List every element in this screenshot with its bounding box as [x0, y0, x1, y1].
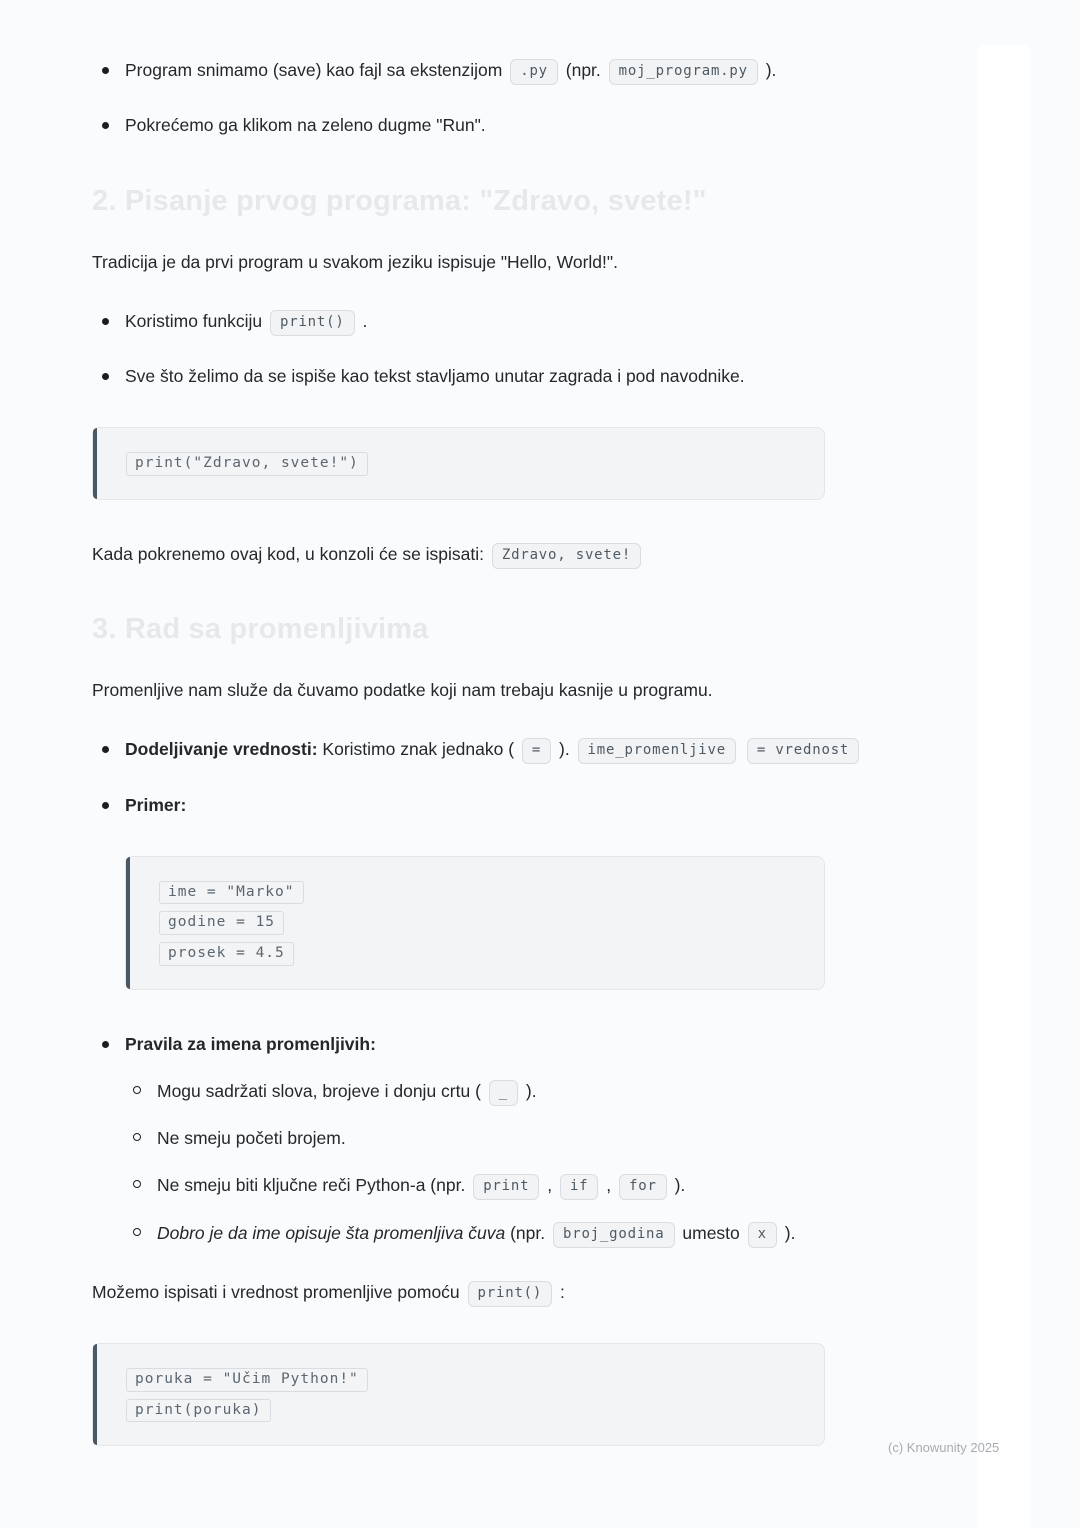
inline-code: _ [489, 1080, 518, 1106]
text-run: Program snimamo (save) kao fajl sa ekstenzijom [125, 60, 508, 80]
code-block [92, 1343, 825, 1446]
text-run: Pokrećemo ga klikom na zeleno dugme "Run". [125, 115, 486, 136]
text-run: ). [669, 1175, 686, 1196]
text-run: Dobro je da ime opisuje šta promenljiva čuva [157, 1222, 506, 1243]
text-run: . [357, 310, 368, 331]
bullet-list [92, 54, 930, 143]
text-run: (npr. [560, 60, 606, 80]
text-run: , [542, 1175, 557, 1196]
text-run [739, 739, 744, 759]
inline-code: = [522, 738, 551, 764]
text-run: Dodeljivanje vrednosti: [125, 739, 318, 760]
text-run: Kada pokrenemo ovaj kod, u konzoli će se ispisati: [92, 543, 489, 564]
inline-code: = vrednost [747, 738, 859, 764]
text-run: Ne smeju početi brojem. [157, 1128, 346, 1148]
text-run: : [555, 1281, 565, 1302]
paragraph [92, 538, 930, 571]
code-line: print(poruka) [126, 1399, 271, 1423]
sub-bullet-list [125, 1075, 930, 1250]
text-run: ). [554, 739, 575, 760]
code-line: ime = "Marko" [159, 881, 304, 905]
code-block [92, 427, 825, 500]
bullet-list [92, 1028, 930, 1250]
text-run: Koristimo funkciju [125, 310, 267, 331]
text-run: Koristimo znak jednako ( [317, 739, 519, 760]
sub-list-item [125, 1217, 930, 1250]
inline-code: moj_program.py [609, 59, 758, 85]
inline-code: print [473, 1174, 539, 1200]
code-block [125, 856, 825, 990]
list-item [92, 360, 930, 393]
inline-code: .py [510, 59, 558, 85]
paragraph [92, 246, 930, 279]
list-item [92, 54, 930, 87]
inline-code: print() [468, 1281, 553, 1307]
text-run: Pravila za imena promenljivih: [125, 1033, 376, 1054]
text-run: Možemo ispisati i vrednost promenljive pomoću [92, 1281, 465, 1302]
code-line: print("Zdravo, svete!") [126, 452, 368, 476]
list-item [92, 789, 930, 822]
paragraph [92, 674, 930, 707]
inline-code: Zdravo, svete! [492, 543, 641, 569]
text-run: Ne smeju biti ključne reči Python-a (npr. [157, 1175, 471, 1196]
inline-code: for [619, 1174, 667, 1200]
inline-code: broj_godina [553, 1222, 675, 1248]
code-line: godine = 15 [159, 911, 284, 935]
section-heading: 3. Rad sa promenljivima [92, 613, 429, 646]
paragraph [92, 1276, 930, 1309]
list-item [92, 1028, 930, 1250]
bullet-list [92, 305, 930, 394]
page-margin-strip [978, 45, 1030, 1528]
bullet-list [92, 733, 930, 822]
text-run: ). [779, 1222, 796, 1243]
code-line: poruka = "Učim Python!" [126, 1368, 368, 1392]
text-run: Promenljive nam služe da čuvamo podatke koji nam trebaju kasnije u programu. [92, 680, 713, 701]
inline-code: ime_promenljive [578, 738, 736, 764]
text-run: ). [760, 60, 777, 80]
text-run: , [601, 1175, 617, 1196]
text-run: Mogu sadržati slova, brojeve i donju crtu ( [157, 1080, 486, 1101]
watermark: (c) Knowunity 2025 [888, 1440, 1000, 1455]
text-run: Primer: [125, 794, 187, 815]
code-line: prosek = 4.5 [159, 942, 294, 966]
text-run: Tradicija je da prvi program u svakom jeziku ispisuje "Hello, World!". [92, 251, 618, 272]
sub-list-item [125, 1169, 930, 1202]
text-run: Sve što želimo da se ispiše kao tekst stavljamo unutar zagrada i pod navodnike. [125, 366, 745, 386]
list-item [92, 733, 930, 766]
list-item [92, 109, 930, 142]
section-heading: 2. Pisanje prvog programa: "Zdravo, svete!" [92, 184, 707, 217]
text-run: umesto [677, 1222, 745, 1243]
sub-list-item [125, 1075, 930, 1108]
text-run: ). [521, 1080, 537, 1101]
inline-code: print() [270, 310, 355, 336]
inline-code: if [560, 1174, 598, 1200]
sub-list-item [125, 1122, 930, 1155]
text-run: (npr. [505, 1222, 550, 1243]
list-item [92, 305, 930, 338]
inline-code: x [748, 1222, 777, 1248]
